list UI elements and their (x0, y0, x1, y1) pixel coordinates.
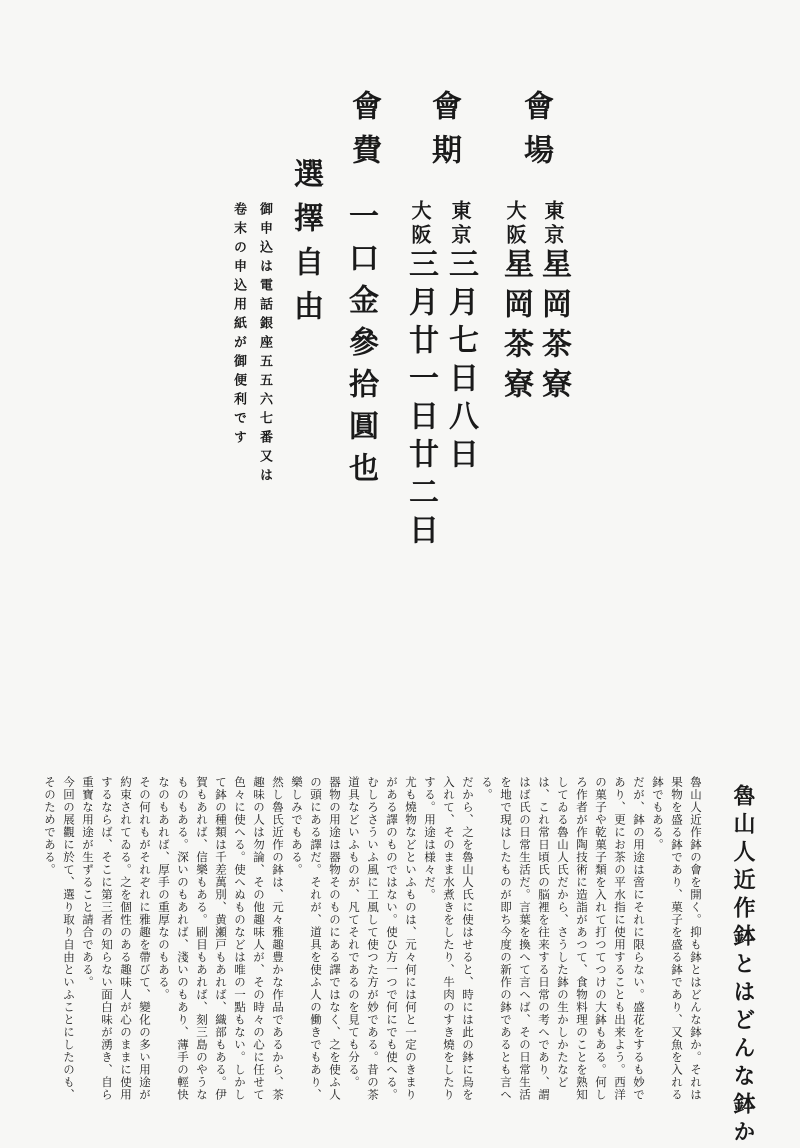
date-line-osaka (403, 200, 438, 552)
date-label: 會期 (426, 90, 461, 178)
article-body (43, 776, 705, 1106)
fee-value: 一口金參拾圓也 (343, 200, 378, 494)
venue-place: 星岡茶寮 (536, 248, 571, 408)
article-paragraph: 器物の用途は器物そのものにある譯ではなく、之を使ふ人の頭にある譯だ。それが、道具を使ふ人の働きでもあり、樂しみでもある。 (290, 776, 342, 1101)
article-paragraph: 今回の展觀に於て、選り取り自由といふことにしたのも、そのためである。 (43, 776, 76, 1101)
article-paragraph: 然し魯氏近作の鉢は、元々雅趣豊かな作品であるから、茶趣味の人は勿論、その他趣味人が、その時々の心に任せて色々に使へる。使へぬものなどは唯の一點もない。しかして鉢の種類は千差萬別、黄瀬戸もあれば、織部もある。伊賀もあれば、信樂もある。刷目もあれば、刻三島のやうなものもある。深いのもあれば、淺いのもあり、薄手の輕快なのもあれば、厚手の重厚なのもある。 (157, 776, 285, 1101)
venue-line-tokyo (536, 200, 571, 408)
date-city: 東京 (448, 200, 472, 248)
date-line-tokyo (443, 200, 478, 476)
article-title: 魯山人近作鉢とはどんな鉢か (730, 784, 756, 1148)
date-days: 三月廿一日廿二日 (403, 248, 438, 552)
date-days: 三月七日八日 (443, 248, 478, 476)
article-paragraph: 魯山人近作鉢の會を開く。抑も鉢とはどんな鉢か。それは果物を盛る鉢であり、菓子を盛る鉢であり、又魚を入れる鉢でもある。 (651, 776, 703, 1101)
application-note: 御申込は電話銀座五五六七番又は (257, 202, 272, 487)
venue-place: 星岡茶寮 (498, 248, 533, 408)
date-city: 大阪 (408, 200, 432, 248)
article-paragraph: だから、之を魯山人氏に使はせると、時には此の鉢に烏を入れて、そのまま水煮きをしたり、牛肉のすき燒をしたりする。用途は様々だ。 (423, 776, 475, 1101)
application-note: 卷末の申込用紙が御便利です (231, 202, 246, 449)
venue-city: 大阪 (503, 200, 527, 248)
venue-line-osaka (498, 200, 533, 408)
venue-label: 會場 (518, 90, 553, 178)
selection-free: 選擇自由 (288, 158, 323, 334)
article-paragraph: だが、鉢の用途は啻にそれに限らない。盛花をするも妙であり、更にお茶の平水指に使用することも出来よう。西洋の菓子や乾菓子類を入れて打つてつけの大鉢もある。何しろ作者が作陶技術に造詣があつて、食物料理のことを熟知してゐる魯山人氏だから、さうした鉢の生かしかたなどは、これ常日頃氏の脳裡を往来する日常の考へであり、謂はば氏の日常生活だ。言葉を換へて言へば、その日常生活を地で現はしたものが即ち今度の新作の鉢であるとも言へる。 (480, 776, 646, 1101)
article-paragraph: その何れもがそれぞれに雅趣を帶びて、變化の多い用途が約束されてゐる。之を個性のある趣味人が心のままに使用するならば、そこに第三者の知らない面白味が湧き、自ら重寶な用途が生ずること請合である。 (81, 776, 152, 1101)
article-paragraph: 尤も燒物などといふものは、元々何には何と一定のきまりがある譯のものではない。使ひ方一つで何にでも使へる。むしろさういふ風に工風して使つた方が妙である。昔の茶道具などいふものが、凡てそれであるのを見ても分る。 (347, 776, 418, 1101)
fee-label: 會費 (346, 90, 381, 178)
venue-city: 東京 (541, 200, 565, 248)
